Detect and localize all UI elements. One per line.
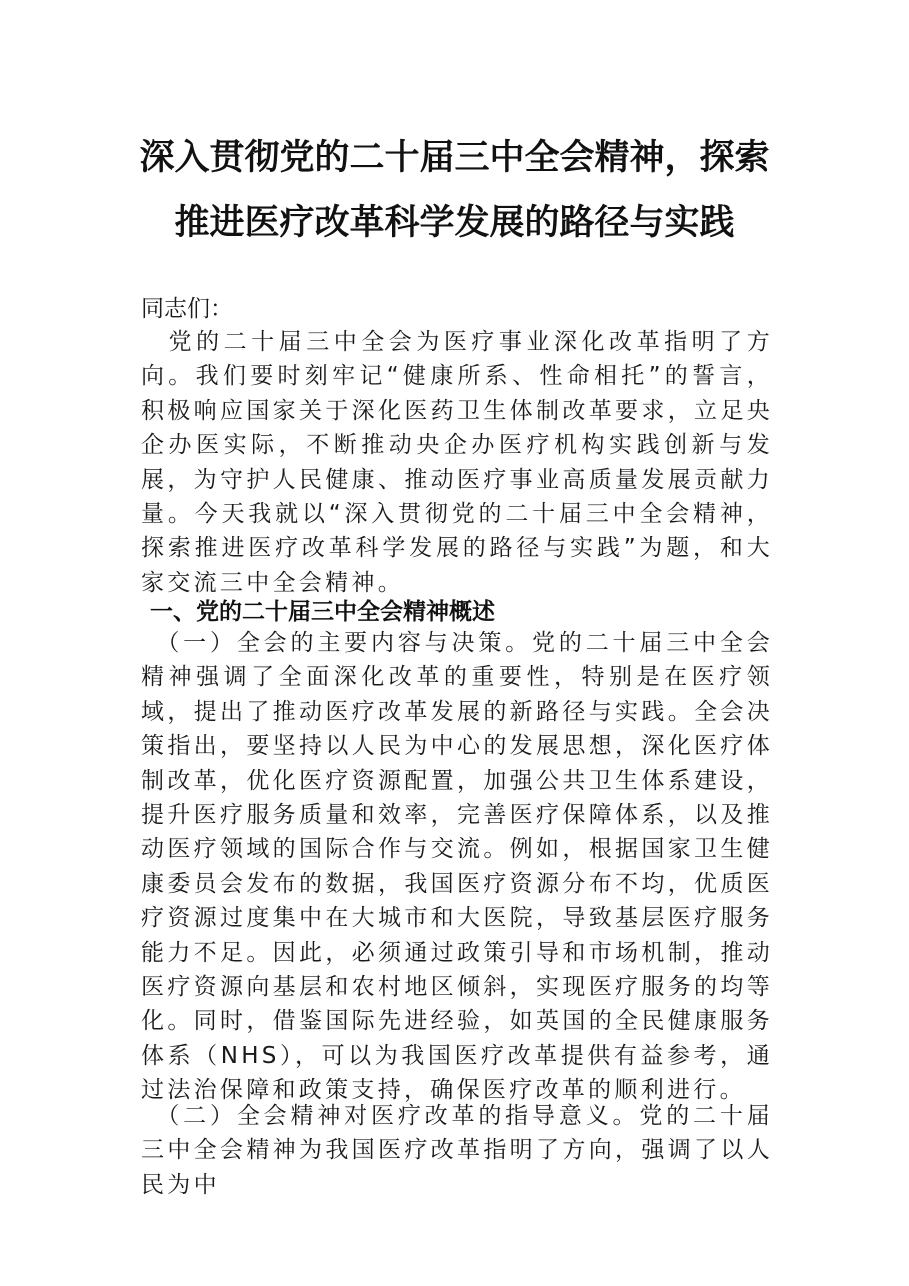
paragraph-section-1-1: （一）全会的主要内容与决策。党的二十届三中全会精神强调了全面深化改革的重要性，特别是在医疗领域，提出了推动医疗改革发展的新路径与实践。全会决策指出，要坚持以人民为中心的发展思想，深化医疗体制改革，优化医疗资源配置，加强公共卫生体系建设，提升医疗服务质量和效率，完善医疗保障体系，以及推动医疗领域的国际合作与交流。例如，根据国家卫生健康委员会发布的数据，我国医疗资源分布不均，优质医疗资源过度集中在大城市和大医院，导致基层医疗服务能力不足。因此，必须通过政策引导和市场机制，推动医疗资源向基层和农村地区倾斜，实现医疗服务的均等化。同时，借鉴国际先进经验，如英国的全民健康服务体系（NHS），可以为我国医疗改革提供有益参考，通过法治保障和政策支持，确保医疗改革的顺利进行。 [141,630,773,1104]
paragraph-intro: 党的二十届三中全会为医疗事业深化改革指明了方向。我们要时刻牢记“健康所系、性命相托”的誓言，积极响应国家关于深化医药卫生体制改革要求，立足央企办医实际，不断推动央企办医疗机构实践创新与发展，为守护人民健康、推动医疗事业高质量发展贡献力量。今天我就以“深入贯彻党的二十届三中全会精神，探索推进医疗改革科学发展的路径与实践”为题，和大家交流三中全会精神。 [141,329,773,596]
document-title-line-1: 深入贯彻党的二十届三中全会精神，探索 [139,137,770,178]
section-heading-1: 一、党的二十届三中全会精神概述 [150,599,495,625]
document-title-line-2: 推进医疗改革科学发展的路径与实践 [174,202,735,243]
salutation: 同志们： [141,296,233,322]
paragraph-section-1-2: （二）全会精神对医疗改革的指导意义。党的二十届三中全会精神为我国医疗改革指明了方向，强调了以人民为中 [141,1103,773,1198]
